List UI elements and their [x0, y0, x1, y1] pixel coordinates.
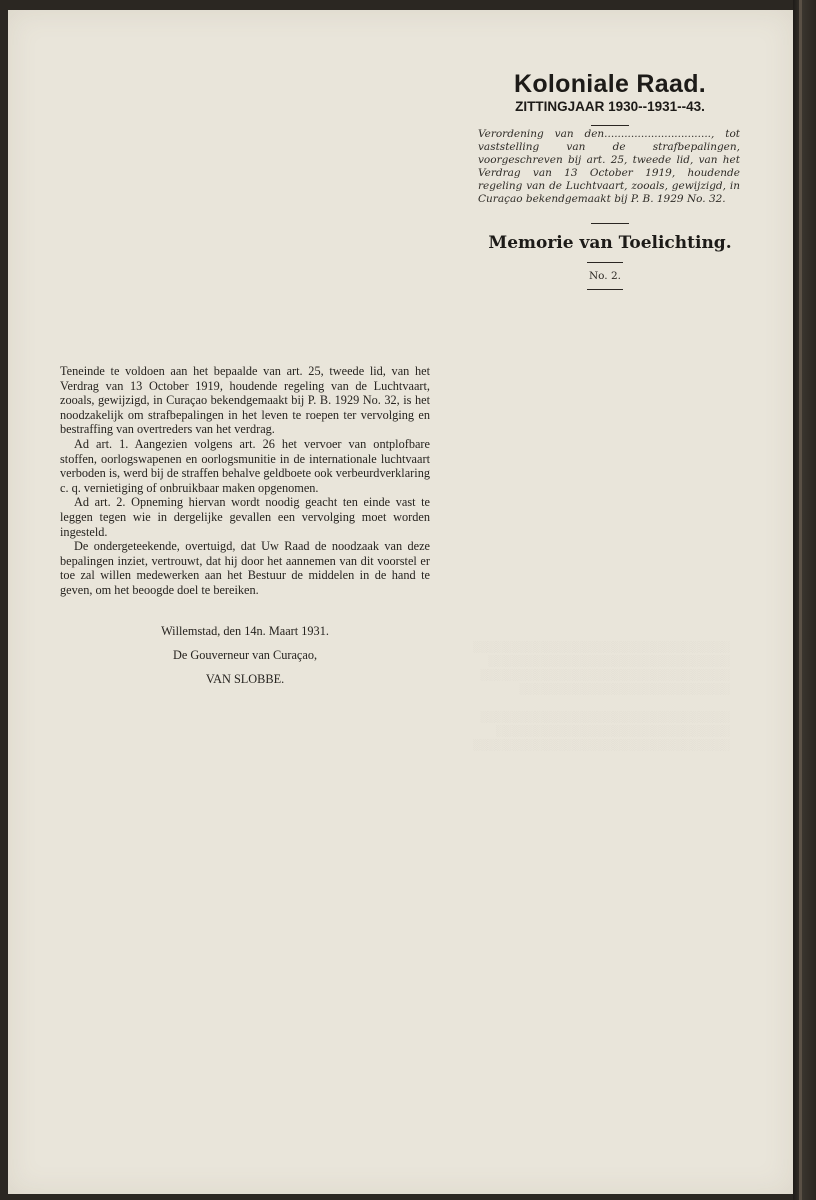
- signatory-name: VAN SLOBBE.: [205, 672, 285, 686]
- paragraph-closing: De ondergeteekende, overtuigd, dat Uw Raad de noodzaak van deze bepalingen inziet, vertrouwt, dat hij door het aannemen van dit voorstel er toe zal willen medewerken aan het Bestuur de middelen in de hand te geven, om het beoogde doel te bereiken.: [60, 539, 430, 597]
- session-year: ZITTINGJAAR 1930--1931--43.: [515, 99, 705, 114]
- document-header: [478, 70, 742, 126]
- paragraph-art1: Ad art. 1. Aangezien volgens art. 26 het vervoer van ontplofbare stoffen, oorlogswapenen en oorlogsmunitie in de internationale luchtvaart verboden is, werd bij de straffen behalve geldboete ook verbeurdverklaring c. q. vernietiging of onbruikbaar maken opgenomen.: [60, 436, 430, 495]
- divider: [591, 125, 629, 126]
- divider: [587, 262, 623, 263]
- ordinance-description: Verordening van den................................, tot vaststelling van de strafbepalingen, voorgeschreven bij art. 25, tweede lid, van het Verdrag van 13 October 1919, houdende regeling van de Luchtvaart, zooals, gewijzigd, in Curaçao bekendgemaakt bij P. B. 1929 No. 32.: [478, 128, 740, 205]
- binding-edge: [793, 0, 816, 1200]
- signatory-role: De Gouverneur van Curaçao,: [172, 648, 318, 662]
- page-title: Koloniale Raad.: [513, 70, 707, 98]
- body-text: [60, 364, 430, 598]
- section-heading: Memorie van Toelichting.: [488, 233, 732, 253]
- divider: [591, 223, 629, 224]
- document-number: No. 2.: [588, 270, 622, 282]
- binding-strip: [799, 0, 802, 1200]
- bleed-through-texture: ░░░░░░░░░░░░░░░░░░░░░░░░░░░░░░░░░ ░░░░░░░░░░░░░░░░░░░░░░░░░░░░░░░ ░░░░░░░░░░░░░░░░░░░░░░░░░░░░░░░░ ░░░░░░░░░░░░░░░░░░░░░░░░░░░ ░░░░░░░░░░░░░░░░░░░░░░░░░░░░░░░░ ░░░░░░░░░░░░░░░░░░░░░░░░░░░░░░ ░░░░░░░░░░░░░░░░░░░░░░░░░░░░░░░░░: [472, 641, 730, 751]
- paragraph-art2: Ad art. 2. Opneming hiervan wordt noodig geacht ten einde vast te leggen tegen wie in dergelijke gevallen een vervolging moet worden ingesteld.: [60, 495, 430, 539]
- place-date: Willemstad, den 14n. Maart 1931.: [161, 624, 329, 638]
- divider: [587, 289, 623, 290]
- paragraph-intro: Teneinde te voldoen aan het bepaalde van art. 25, tweede lid, van het Verdrag van 13 October 1919, houdende regeling van de Luchtvaart, zooals, gewijzigd, in Curaçao bekendgemaakt bij P. B. 1929 No. 32, is het noodzakelijk om strafbepalingen in het leven te roepen ter vervolging en bestraffing van overtreders van het verdrag.: [60, 364, 430, 437]
